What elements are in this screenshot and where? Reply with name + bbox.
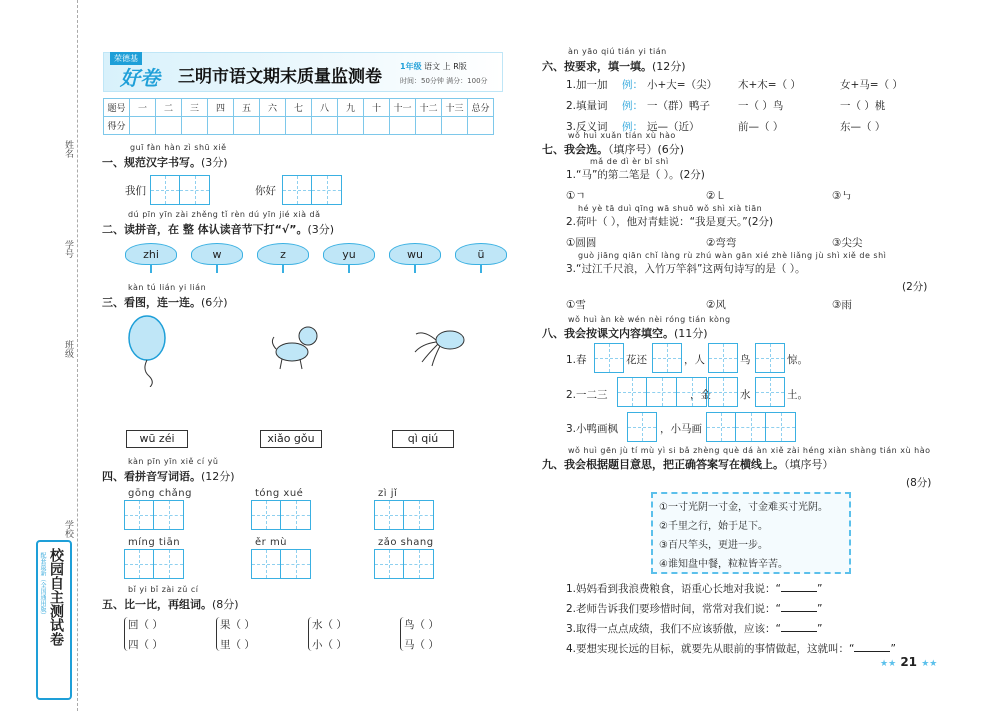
score-cell[interactable] bbox=[130, 117, 156, 135]
score-cell[interactable] bbox=[234, 117, 260, 135]
word-pinyin: míng tiān bbox=[128, 537, 181, 548]
answer-blank[interactable] bbox=[781, 591, 817, 592]
word-grid[interactable] bbox=[251, 500, 311, 530]
q4-title: 四、看拼音写词语。(12分) bbox=[102, 470, 235, 483]
q9-box-4: ④谁知盘中餐，粒粒皆辛苦。 bbox=[659, 559, 788, 570]
grade: 1年级 bbox=[400, 62, 422, 71]
q8-grid-8[interactable] bbox=[627, 412, 657, 442]
word-grid[interactable] bbox=[124, 500, 184, 530]
q6-blank[interactable]: 东—（ ） bbox=[840, 121, 886, 133]
score-cell[interactable] bbox=[416, 117, 442, 135]
q9-box-3: ③百尺竿头，更进一步。 bbox=[659, 540, 768, 551]
word-grid[interactable] bbox=[124, 549, 184, 579]
score-header-cell: 七 bbox=[286, 99, 312, 117]
q9-quote-close: ” bbox=[816, 583, 823, 595]
match-label[interactable]: wū zéi bbox=[126, 430, 188, 448]
flower-stem bbox=[414, 265, 416, 273]
q7-title: 七、我会选。（填序号）(6分) bbox=[542, 143, 685, 156]
q9-quote-close: ” bbox=[816, 623, 823, 635]
compare-item[interactable]: 回（ ） bbox=[128, 619, 163, 631]
score-header-cell: 十 bbox=[364, 99, 390, 117]
score-row-labels bbox=[104, 99, 494, 117]
score-cell[interactable] bbox=[312, 117, 338, 135]
compare-item[interactable]: 里（ ） bbox=[220, 639, 255, 651]
q8-grid-2[interactable] bbox=[652, 343, 682, 373]
q1-word1: 我们 bbox=[125, 185, 146, 197]
flower-item[interactable] bbox=[257, 243, 309, 273]
flower-item[interactable] bbox=[191, 243, 243, 273]
flower-item[interactable] bbox=[125, 243, 177, 273]
q7-s2-pinyin: hé yè tā duì qīng wā shuō wǒ shì xià tiān bbox=[578, 204, 763, 213]
q7-s2-opt1[interactable]: ①圆圆 bbox=[566, 237, 597, 249]
answer-blank[interactable] bbox=[854, 651, 890, 652]
flower-stem bbox=[282, 265, 284, 273]
q7-s1: 1.“马”的第二笔是（ ）。(2分) bbox=[566, 169, 705, 181]
q8-grid-4[interactable] bbox=[755, 343, 785, 373]
flower-stem bbox=[480, 265, 482, 273]
score-cell[interactable] bbox=[286, 117, 312, 135]
q8-grid-1[interactable] bbox=[594, 343, 624, 373]
side-band-title: 校园自主测试卷 bbox=[48, 548, 64, 646]
q9-question bbox=[566, 601, 822, 616]
grade-info bbox=[400, 61, 467, 72]
answer-blank[interactable] bbox=[781, 611, 817, 612]
q9-quote-close: ” bbox=[890, 643, 896, 655]
score-cell[interactable] bbox=[390, 117, 416, 135]
flower-stem bbox=[348, 265, 350, 273]
q2-pinyin: dú pīn yīn zài zhěng tǐ rèn dú yīn jié xià dǎ bbox=[128, 210, 321, 219]
q8-l3a: 3.小鸭画枫 bbox=[566, 423, 619, 435]
q5-title: 五、比一比，再组词。(8分) bbox=[102, 598, 239, 611]
q9-answer-box bbox=[651, 492, 851, 574]
flower-syllable: z bbox=[257, 243, 309, 265]
match-label[interactable]: xiǎo gǒu bbox=[260, 430, 322, 448]
flower-item[interactable] bbox=[455, 243, 507, 273]
side-band-sub: 配套最新（全国通用版） bbox=[39, 552, 46, 618]
word-pinyin: tóng xué bbox=[255, 488, 304, 499]
q9-question-text: 2.老师告诉我们要珍惜时间，常常对我们说：“ bbox=[566, 603, 781, 615]
flower-item[interactable] bbox=[323, 243, 375, 273]
q6-pinyin: àn yāo qiú tián yi tián bbox=[568, 47, 667, 56]
logo: 好卷 bbox=[120, 66, 160, 90]
q9-question bbox=[566, 581, 822, 596]
star-icon: ★★ bbox=[880, 659, 897, 669]
q9-pinyin: wǒ huì gēn jù tí mù yì si bǎ zhèng què dá àn xiě zài héng xiàn shàng tián xù hào bbox=[568, 446, 931, 455]
q9-quote-close: ” bbox=[816, 603, 823, 615]
class-label: 班级 bbox=[63, 340, 73, 358]
q4-pinyin: kàn pīn yīn xiě cí yǔ bbox=[128, 457, 219, 466]
q6-blank[interactable]: 前—（ ） bbox=[738, 121, 784, 133]
score-table bbox=[103, 98, 494, 135]
score-header-cell: 十三 bbox=[442, 99, 468, 117]
flower-syllable: ü bbox=[455, 243, 507, 265]
word-grid[interactable] bbox=[374, 549, 434, 579]
word-grid[interactable] bbox=[251, 549, 311, 579]
q8-grid-6[interactable] bbox=[708, 377, 738, 407]
q6-title: 六、按要求，填一填。(12分) bbox=[542, 60, 686, 73]
name-label: 姓名 bbox=[63, 140, 73, 158]
q8-l1e: 惊。 bbox=[787, 354, 808, 366]
match-label[interactable]: qì qiú bbox=[392, 430, 454, 448]
q1-grid1[interactable] bbox=[150, 175, 210, 205]
q9-box-1: ①一寸光阴一寸金，寸金难买寸光阴。 bbox=[659, 502, 828, 513]
id-label: 学号 bbox=[63, 240, 73, 258]
q1-word2: 你好 bbox=[255, 185, 276, 197]
compare-item[interactable]: 小（ ） bbox=[312, 639, 347, 651]
q6-example-tag: 例： bbox=[622, 121, 643, 133]
header-badge: 荣德基 bbox=[110, 52, 142, 65]
flower-stem bbox=[150, 265, 152, 273]
score-header-cell: 八 bbox=[312, 99, 338, 117]
q8-l1b: 花还 bbox=[626, 354, 647, 366]
q6-item-label: 1.加一加 bbox=[566, 79, 608, 91]
q8-l2c: 水 bbox=[740, 389, 751, 401]
word-grid[interactable] bbox=[374, 500, 434, 530]
score-header-cell: 一 bbox=[130, 99, 156, 117]
q6-blank[interactable]: 一（ ）桃 bbox=[840, 100, 886, 112]
q6-item-label: 2.填量词 bbox=[566, 100, 608, 112]
q1-title: 一、规范汉字书写。(3分) bbox=[102, 156, 228, 169]
score-cell[interactable] bbox=[208, 117, 234, 135]
q7-s1-opt2[interactable]: ②㇄ bbox=[706, 190, 726, 202]
compare-item[interactable]: 果（ ） bbox=[220, 619, 255, 631]
q8-pinyin: wǒ huì àn kè wén nèi róng tián kòng bbox=[568, 315, 731, 324]
q9-title: 九、我会根据题目意思，把正确答案写在横线上。（填序号） bbox=[542, 458, 834, 471]
q7-s2: 2.荷叶（ ），他对青蛙说：“我是夏天。”(2分) bbox=[566, 216, 774, 228]
score-label-cell: 得分 bbox=[104, 117, 130, 135]
flower-stem bbox=[216, 265, 218, 273]
page-title: 三明市语文期末质量监测卷 bbox=[178, 67, 382, 87]
q9-question-text: 4.要想实现长远的目标，就要先从眼前的事情做起，这就叫：“ bbox=[566, 643, 855, 655]
q2-title: 二、读拼音，在 整 体认读音节下打“√”。(3分) bbox=[102, 223, 335, 236]
q6-example: 一（群）鸭子 bbox=[647, 100, 710, 112]
score-header-cell: 五 bbox=[234, 99, 260, 117]
word-pinyin: ěr mù bbox=[255, 537, 288, 548]
q8-l2b: ，金 bbox=[690, 389, 711, 401]
balloon-image bbox=[122, 312, 172, 387]
q8-grid-3[interactable] bbox=[708, 343, 738, 373]
score-cell[interactable] bbox=[260, 117, 286, 135]
q6-example: 小+大=（尖） bbox=[647, 79, 718, 91]
q5-pinyin: bǐ yi bǐ zài zǔ cí bbox=[128, 585, 199, 594]
subject: 语文 bbox=[424, 62, 441, 71]
q7-s1-opt3[interactable]: ③㇉ bbox=[832, 190, 852, 202]
flower-syllable: zhi bbox=[125, 243, 177, 265]
word-pinyin: zǎo shang bbox=[378, 537, 434, 548]
q6-blank[interactable]: 一（ ）鸟 bbox=[738, 100, 784, 112]
side-band bbox=[36, 540, 72, 700]
score-header-cell: 四 bbox=[208, 99, 234, 117]
q7-s3-opt2[interactable]: ②风 bbox=[706, 299, 726, 311]
q7-s2-opt2[interactable]: ②弯弯 bbox=[706, 237, 737, 249]
score-header-cell: 十一 bbox=[390, 99, 416, 117]
q9-question-text: 1.妈妈看到我浪费粮食，语重心长地对我说：“ bbox=[566, 583, 781, 595]
flower-item[interactable] bbox=[389, 243, 441, 273]
score-cell[interactable] bbox=[442, 117, 468, 135]
score-cell[interactable] bbox=[338, 117, 364, 135]
q8-grid-9[interactable] bbox=[706, 412, 796, 442]
score-header-cell: 总分 bbox=[468, 99, 494, 117]
score-header-cell: 十二 bbox=[416, 99, 442, 117]
q6-blank[interactable]: 女+马=（ ） bbox=[840, 79, 903, 91]
q9-question-text: 3.取得一点点成绩，我们不应该骄傲，应该：“ bbox=[566, 623, 781, 635]
q8-l3b: ，小马画 bbox=[660, 423, 702, 435]
page-number: ★★ 21 ★★ bbox=[880, 655, 938, 669]
q9-question bbox=[566, 641, 896, 656]
squid-image bbox=[412, 322, 467, 367]
score-cell[interactable] bbox=[468, 117, 494, 135]
q6-example: 远—（近） bbox=[647, 121, 700, 133]
q8-l1c: ，人 bbox=[684, 354, 705, 366]
q8-l1a: 1.春 bbox=[566, 354, 587, 366]
school-label: 学校 bbox=[63, 520, 73, 538]
q8-l2d: 土。 bbox=[787, 389, 808, 401]
q8-l1d: 鸟 bbox=[740, 354, 751, 366]
score-cell[interactable] bbox=[182, 117, 208, 135]
compare-item[interactable]: 水（ ） bbox=[312, 619, 347, 631]
q3-pinyin: kàn tú lián yi lián bbox=[128, 283, 207, 292]
q7-s3-opt3[interactable]: ③雨 bbox=[832, 299, 852, 311]
compare-item[interactable]: 四（ ） bbox=[128, 639, 163, 651]
q7-s2-opt3[interactable]: ③尖尖 bbox=[832, 237, 863, 249]
q6-example-tag: 例： bbox=[622, 79, 643, 91]
q7-pinyin: wǒ huì xuǎn tián xù hào bbox=[568, 131, 676, 140]
q3-title: 三、看图，连一连。(6分) bbox=[102, 296, 228, 309]
score-header-cell: 六 bbox=[260, 99, 286, 117]
score-cell[interactable] bbox=[364, 117, 390, 135]
q7-s3: 3.“过江千尺浪，入竹万竿斜”这两句诗写的是（ ）。 bbox=[566, 263, 806, 275]
time-info: 时间：50分钟 满分：100分 bbox=[400, 77, 488, 85]
q7-s3-opt1[interactable]: ①雪 bbox=[566, 299, 586, 311]
dog-image bbox=[268, 322, 323, 372]
compare-item[interactable]: 鸟（ ） bbox=[404, 619, 439, 631]
edition: R版 bbox=[453, 62, 467, 71]
q1-grid2[interactable] bbox=[282, 175, 342, 205]
flower-syllable: yu bbox=[323, 243, 375, 265]
score-cell[interactable] bbox=[156, 117, 182, 135]
q7-s1-pinyin: mǎ de dì èr bǐ shì bbox=[590, 157, 669, 166]
q7-s3-score: (2分) bbox=[902, 281, 928, 293]
answer-blank[interactable] bbox=[781, 631, 817, 632]
volume: 上 bbox=[442, 62, 451, 71]
word-pinyin: zì jǐ bbox=[378, 488, 398, 499]
q1-pinyin: guī fàn hàn zì shū xiě bbox=[130, 143, 227, 152]
score-header-cell: 三 bbox=[182, 99, 208, 117]
q9-box-2: ②千里之行，始于足下。 bbox=[659, 521, 768, 532]
q6-blank[interactable]: 木+木=（ ） bbox=[738, 79, 801, 91]
star-icon: ★★ bbox=[921, 659, 938, 669]
score-row-values bbox=[104, 117, 494, 135]
q9-score: (8分) bbox=[906, 477, 932, 489]
score-header-cell: 二 bbox=[156, 99, 182, 117]
q8-l2a: 2.一二三 bbox=[566, 389, 608, 401]
flower-syllable: w bbox=[191, 243, 243, 265]
score-header-cell: 九 bbox=[338, 99, 364, 117]
word-pinyin: gōng chǎng bbox=[128, 488, 192, 499]
compare-item[interactable]: 马（ ） bbox=[404, 639, 439, 651]
binding-line bbox=[77, 0, 78, 711]
flower-syllable: wu bbox=[389, 243, 441, 265]
q8-title: 八、我会按课文内容填空。(11分) bbox=[542, 327, 708, 340]
q7-s3-pinyin: guò jiāng qiān chǐ làng rù zhú wàn gān xié zhè liǎng jù shì xiě de shì bbox=[578, 251, 887, 260]
q6-example-tag: 例： bbox=[622, 100, 643, 112]
q7-s1-opt1[interactable]: ①ㄱ bbox=[566, 190, 586, 202]
score-header-cell: 题号 bbox=[104, 99, 130, 117]
q9-question bbox=[566, 621, 822, 636]
q8-grid-7[interactable] bbox=[755, 377, 785, 407]
q6-item-label: 3.反义词 bbox=[566, 121, 608, 133]
